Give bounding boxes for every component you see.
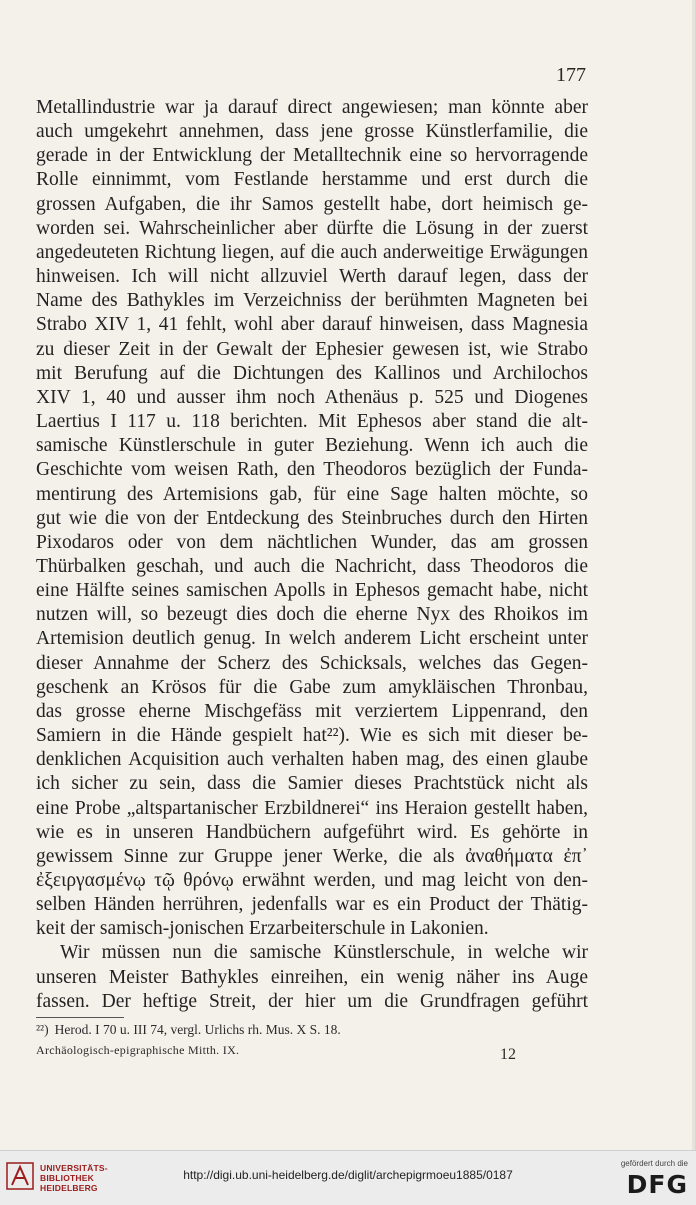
text-line: Strabo XIV 1, 41 fehlt, wohl aber darauf hinweisen, dass Magnesia xyxy=(36,314,588,336)
text-line: eine Hälfte seines samischen Apolls in Ephesos gemacht habe, nicht xyxy=(36,580,588,602)
text-line: grossen Aufgaben, die ihr Samos gestellt habe, dort heimisch ge- xyxy=(36,193,588,215)
text-line: Name des Bathykles im Verzeichniss der berühmten Magneten bei xyxy=(36,290,588,312)
text-line: keit der samisch-jonischen Erzarbeiterschule in Lakonien. xyxy=(36,918,489,940)
page-number: 177 xyxy=(556,64,586,86)
viewer-footer xyxy=(0,1150,696,1205)
text-line: XIV 1, 40 und ausser ihm noch Athenäus p. 525 und Diogenes xyxy=(36,386,588,408)
text-line: Pixodaros oder von dem nächtlichen Wunder, das am grossen xyxy=(36,531,588,553)
signature-mark: 12 xyxy=(500,1046,516,1063)
funded-by-label: gefördert durch die xyxy=(620,1159,688,1168)
text-line: mit Berufung auf die Dichtungen des Kallinos und Archilochos xyxy=(36,362,588,384)
text-line: Geschichte vom weisen Rath, den Theodoros bezüglich der Funda- xyxy=(36,459,588,481)
text-line: gewissem Sinne zur Gruppe jener Werke, die als ἀναθήματα ἐπ᾽ xyxy=(36,845,588,867)
text-line: auch umgekehrt annehmen, dass jene grosse Künstlerfamilie, die xyxy=(36,121,588,143)
footnote-text: Herod. I 70 u. III 74, vergl. Urlichs rh. Mus. X S. 18. xyxy=(54,1022,341,1037)
text-line: Metallindustrie war ja darauf direct angewiesen; man könnte aber xyxy=(36,97,588,118)
library-name-line: BIBLIOTHEK xyxy=(40,1173,94,1183)
text-line: Rolle einnimmt, vom Festlande herstamme und erst durch die xyxy=(36,169,588,191)
text-line: Laertius I 117 u. 118 berichten. Mit Ephesos aber stand die alt- xyxy=(36,411,588,433)
permalink-url[interactable]: http://digi.ub.uni-heidelberg.de/diglit/archepigrmoeu1885/0187 xyxy=(183,1168,513,1182)
text-line: gut wie die von der Entdeckung des Steinbruches durch den Hirten xyxy=(36,507,588,529)
footnote-ref: ²²) xyxy=(36,1022,49,1037)
text-line: zu dieser Zeit in der Gewalt der Ephesier gewesen ist, wie Strabo xyxy=(36,338,588,360)
text-line: das grosse eherne Mischgefäss mit verziertem Lippenrand, den xyxy=(36,700,588,722)
text-line: nutzen will, so bezeugt dies doch die eherne Nyx des Rhoikos im xyxy=(36,604,588,626)
text-line: angedeuteten Richtung liegen, auf die auch anderweitige Erwägungen xyxy=(36,241,588,263)
text-line: unseren Meister Bathykles einreihen, ein wenig näher ins Auge xyxy=(36,966,588,988)
library-name-line: UNIVERSITÄTS- xyxy=(40,1163,108,1173)
signature-line: Archäologisch-epigraphische Mitth. IX. xyxy=(36,1043,240,1057)
text-line: gerade in der Entwicklung der Metalltechnik eine so hervorragende xyxy=(36,145,588,167)
text-line: Wir müssen nun die samische Künstlerschule, in welche wir xyxy=(60,942,588,964)
body-text xyxy=(36,96,588,1014)
text-line: dieser Annahme der Scherz des Schicksals, welches das Gegen- xyxy=(36,652,588,674)
text-line: Thürbalken geschah, und auch die Nachricht, dass Theodoros die xyxy=(36,555,588,577)
text-line: selben Händen herrühren, jedenfalls war es ein Product der Thätig- xyxy=(36,894,588,916)
dfg-logo[interactable]: DFG xyxy=(626,1170,688,1199)
text-line: mentirung des Artemisions gab, für eine Sage halten möchte, so xyxy=(36,483,588,505)
text-line: geschenk an Krösos für die Gabe zum amykläischen Thronbau, xyxy=(36,676,588,698)
text-line: Samiern in die Hände gespielt hat²²). Wie es sich mit dieser be- xyxy=(36,725,588,747)
text-line: fassen. Der heftige Streit, der hier um die Grundfragen geführt xyxy=(36,990,588,1012)
text-line: eine Probe „altspartanischer Erzbildnerei“ ins Heraion gestellt haben, xyxy=(36,797,588,819)
text-line: Artemision deutlich genug. In welch anderem Licht erscheint unter xyxy=(36,628,588,650)
text-line: wie es in unseren Handbüchern aufgeführt wird. Es gehörte in xyxy=(36,821,588,843)
footnote xyxy=(36,1022,341,1038)
text-line: denklichen Acquisition auch verhalten haben mag, des einen glaube xyxy=(36,749,588,771)
text-line: ἐξειργασμένῳ τῷ θρόνῳ erwähnt werden, und mag leicht von den- xyxy=(36,870,588,891)
text-line: worden sei. Wahrscheinlicher aber dürfte die Lösung in der zuerst xyxy=(36,217,588,239)
library-name-line: HEIDELBERG xyxy=(40,1183,98,1193)
text-line: samische Künstlerschule in guter Beziehung. Wenn ich auch die xyxy=(36,435,588,457)
footnote-divider xyxy=(36,1017,124,1018)
text-line: ich sicher zu sein, dass die Samier dieses Prachtstück nicht als xyxy=(36,773,588,795)
text-line: hinweisen. Ich will nicht allzuviel Werth darauf legen, dass der xyxy=(36,266,588,288)
